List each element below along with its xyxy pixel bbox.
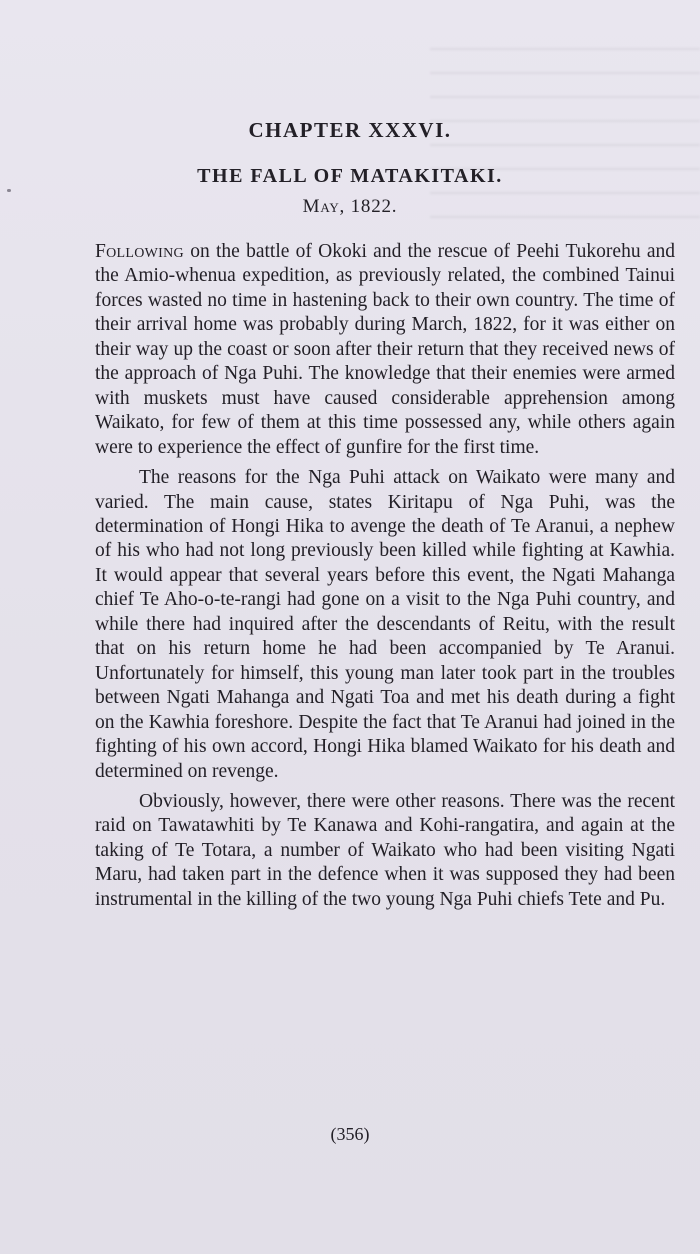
body-text bbox=[95, 240, 675, 918]
page-number: (356) bbox=[330, 1124, 370, 1144]
paragraph-1 bbox=[95, 240, 675, 460]
chapter-title: THE FALL OF MATAKITAKI. bbox=[197, 165, 503, 187]
chapter-date: May, 1822. bbox=[302, 196, 398, 217]
paragraph-3: Obviously, however, there were other reasons. There was the recent raid on Tawatawhiti by Te Kanawa and Kohi-rangatira, and again at the taking of Te Totara, a number of Waikato who had been visiting Ngati Maru, had taken part in the defence when it was supposed they had been instrumental in the killing of the two young Nga Puhi chiefs Tete and Pu. bbox=[95, 790, 675, 910]
paper-speck bbox=[7, 189, 11, 192]
paragraph-2: The reasons for the Nga Puhi attack on Waikato were many and varied. The main cause, states Kiritapu of Nga Puhi, was the determination of Hongi Hika to avenge the death of Te Aranui, a nephew of his who had not long previously been killed while fighting at Kawhia. It would appear that several years before this event, the Ngati Mahanga chief Te Aho-o-te-rangi had gone on a visit to the Nga Puhi country, and while there had inquired after the descendants of Reitu, with the result that on his return home he had been accompanied by Te Aranui. Unfortunately for himself, this young man later took part in the troubles between Ngati Mahanga and Ngati Toa and met his death during a fight on the Kawhia foreshore. Despite the fact that Te Aranui had joined in the fighting of his own accord, Hongi Hika blamed Waikato for his death and determined on revenge. bbox=[95, 467, 675, 782]
paragraph-lead-small-caps: Following bbox=[95, 241, 184, 262]
chapter-number: CHAPTER XXXVI. bbox=[248, 118, 452, 142]
paragraph-1-text: on the battle of Okoki and the rescue of Peehi Tukorehu and the Amio-whenua expedition, as previously related, the combined Tainui forces wasted no time in hastening back to their own country. The time of their arrival home was probably during March, 1822, for it was either on their way up the coast or soon after their return that they received news of the approach of Nga Puhi. The knowledge that their enemies were armed with muskets must have caused considerable apprehension among Waikato, for few of them at this time possessed any, while others again were to experience the effect of gunfire for the first time. bbox=[95, 241, 675, 458]
